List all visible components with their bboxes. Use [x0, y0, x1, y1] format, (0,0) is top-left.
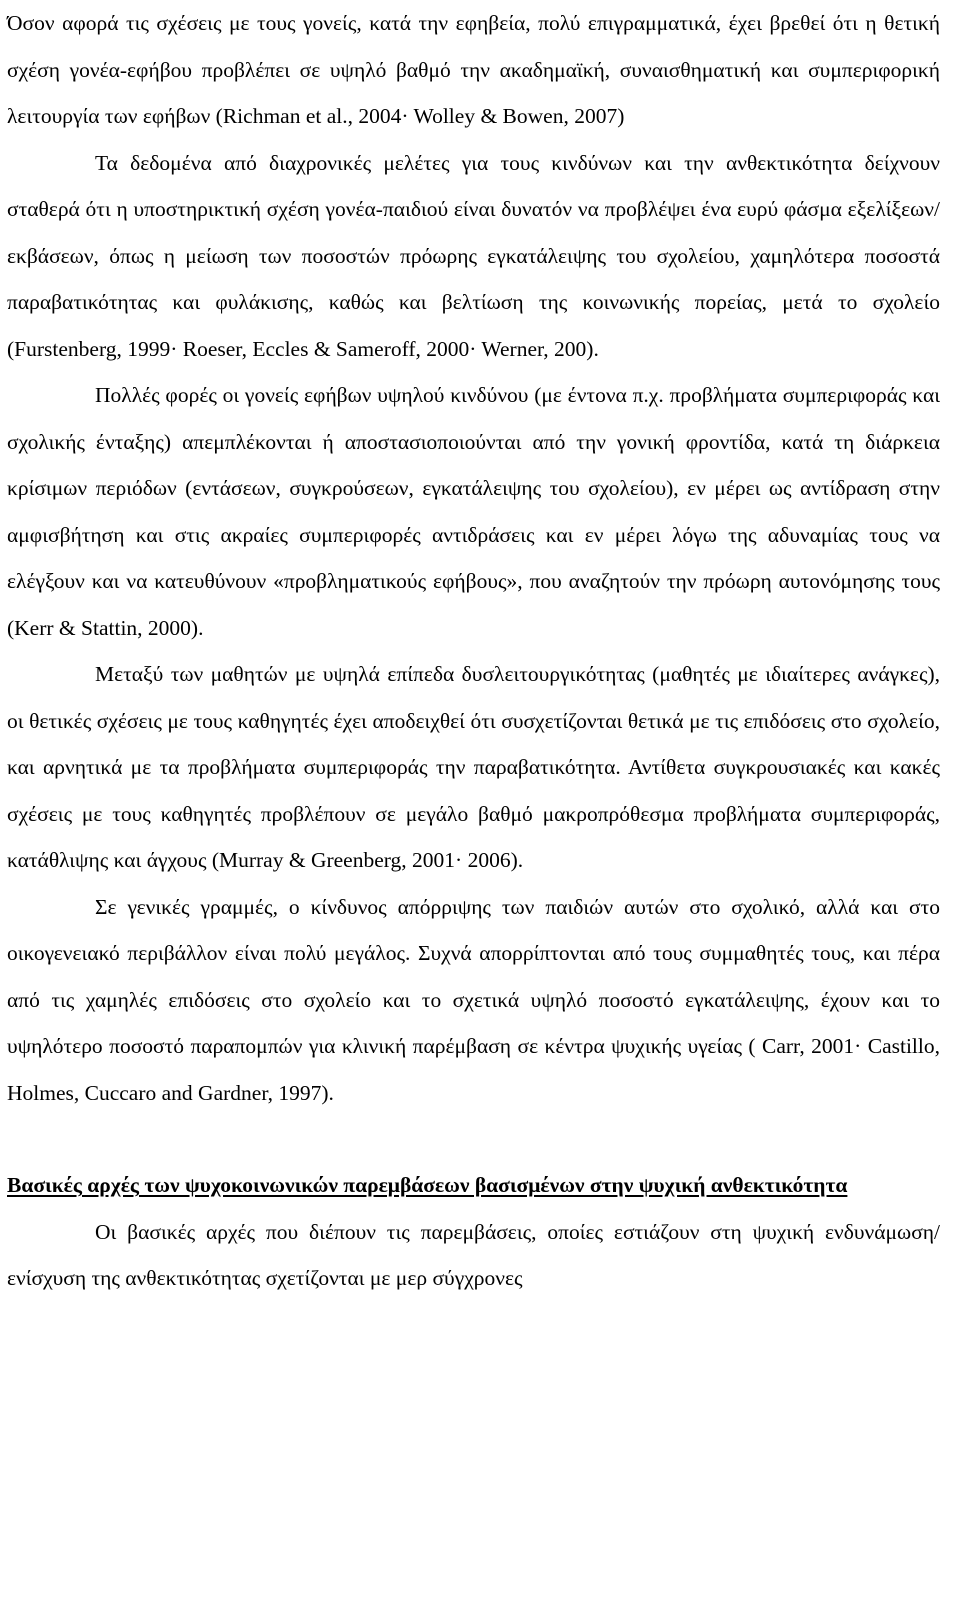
paragraph-teacher-relations: Μεταξύ των μαθητών με υψηλά επίπεδα δυσλειτουργικότητας (μαθητές με ιδιαίτερες ανάγκες), οι θετικές σχέσεις με τους καθηγητές έχει αποδειχθεί ότι συσχετίζονται θετικά με τις επιδόσεις στο σχολείο, και αρνητικά με τα προβλήματα συμπεριφοράς την παραβατικότητα. Αντίθετα συγκρουσιακές και κακές σχέσεις με τους καθηγητές προβλέπουν σε μεγάλο βαθμό μακροπρόθεσμα προβλήματα συμπεριφοράς, κατάθλιψης και άγχους (Murray & Greenberg, 2001· 2006). — [7, 662, 940, 872]
section-heading-container — [7, 1162, 940, 1209]
section-heading: Βασικές αρχές των ψυχοκοινωνικών παρεμβάσεων βασισμένων στην ψυχική ανθεκτικότητα — [7, 1173, 848, 1197]
section-spacer — [7, 1116, 940, 1162]
paragraph-parent-relations: Όσον αφορά τις σχέσεις με τους γονείς, κατά την εφηβεία, πολύ επιγραμματικά, έχει βρεθεί ότι η θετική σχέση γονέα-εφήβου προβλέπει σε υψηλό βαθμό την ακαδημαϊκή, συναισθηματική και συμπεριφορική λειτουργία των εφήβων (Richman et al., 2004· Wolley & Bowen, 2007) — [7, 11, 940, 128]
paragraph-rejection-risk: Σε γενικές γραμμές, ο κίνδυνος απόρριψης των παιδιών αυτών στο σχολικό, αλλά και στο οικογενειακό περιβάλλον είναι πολύ μεγάλος. Συχνά απορρίπτονται από τους συμμαθητές τους, και πέρα από τις χαμηλές επιδόσεις στο σχολείο και το σχετικά υψηλό ποσοστό εγκατάλειψης, έχουν και το υψηλότερο ποσοστό παραπομπών για κλινική παρέμβαση σε κέντρα ψυχικής υγείας ( Carr, 2001· Castillo, Holmes, Cuccaro and Gardner, 1997). — [7, 894, 940, 1105]
paragraph-basic-principles: Οι βασικές αρχές που διέπουν τις παρεμβάσεις, οποίες εστιάζουν στη ψυχική ενδυνάμωση/ενίσχυση της ανθεκτικότητας σχετίζονται με μερ σύγχρονες — [7, 1219, 940, 1290]
paragraph-longitudinal-studies: Τα δεδομένα από διαχρονικές μελέτες για τους κινδύνων και την ανθεκτικότητα δείχνουν σταθερά ότι η υποστηρικτική σχέση γονέα-παιδιού είναι δυνατόν να προβλέψει ένα ευρύ φάσμα εξελίξεων/εκβάσεων, όπως η μείωση των ποσοστών πρόωρης εγκατάλειψης του σχολείου, χαμηλότερα ποσοστά παραβατικότητας και φυλάκισης, καθώς και βελτίωση της κοινωνικής πορείας, μετά το σχολείο (Furstenberg, 1999· Roeser, Eccles & Sameroff, 2000· Werner, 200). — [7, 150, 940, 361]
paragraph-high-risk-parents: Πολλές φορές οι γονείς εφήβων υψηλού κινδύνου (με έντονα π.χ. προβλήματα συμπεριφοράς και σχολικής ένταξης) απεμπλέκονται ή αποστασιοποιούνται από την γονική φροντίδα, κατά τη διάρκεια κρίσιμων περιόδων (εντάσεων, συγκρούσεων, εγκατάλειψης του σχολείου), εν μέρει ως αντίδραση στην αμφισβήτηση και στις ακραίες συμπεριφορές αντιδράσεις και εν μέρει λόγω της αδυναμίας τους να ελέγξουν και να κατευθύνουν «προβληματικούς εφήβους», που αναζητούν την πρόωρη αυτονόμησης τους (Kerr & Stattin, 2000). — [7, 383, 940, 640]
